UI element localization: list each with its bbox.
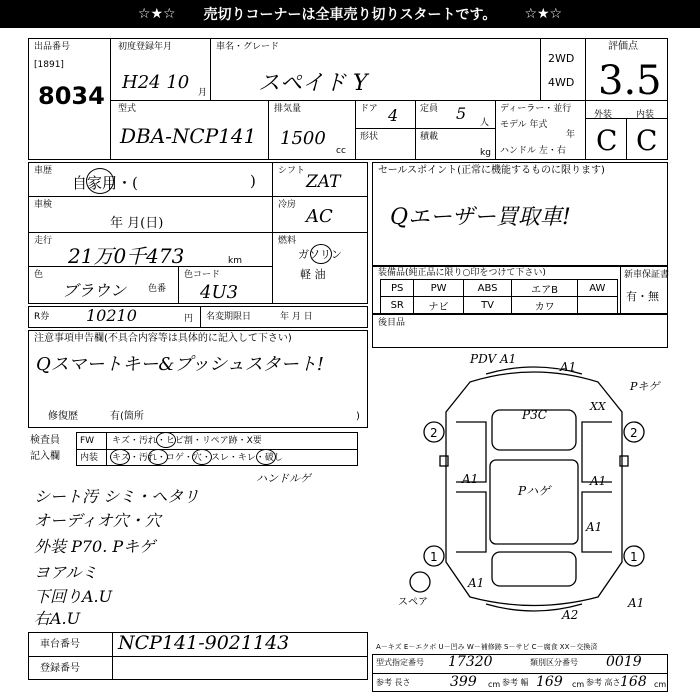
mark-circle-d	[192, 449, 212, 465]
recycle-value: 10210	[86, 306, 137, 325]
mark-circle-b	[110, 449, 130, 465]
mileage-unit: km	[228, 256, 242, 266]
equip-tv: TV	[463, 297, 512, 314]
shift-label: シフト	[278, 166, 306, 176]
banner-stars-left: ☆★☆	[137, 6, 176, 22]
inspector-label1: 検査員	[30, 435, 60, 446]
exterior-label: 外装	[594, 110, 613, 120]
capacity-label: 定員	[420, 104, 439, 114]
title-label: 名変期限日	[206, 312, 252, 322]
chassis-label: 車台番号	[40, 639, 80, 650]
inspection-label: 車検	[34, 200, 53, 210]
diagram-mark-12: 1	[430, 550, 438, 564]
equip-ps: PS	[381, 280, 414, 297]
color-label: 色	[34, 270, 44, 280]
class-value: 0019	[606, 654, 642, 670]
dealer-label: ディーラー・並行	[500, 104, 572, 114]
diagram-mark-10: A1	[590, 474, 607, 488]
ac-value: AC	[306, 206, 333, 227]
inspection-value: 年 月(日)	[110, 216, 164, 231]
diagram-mark-6: 2	[630, 426, 638, 440]
lot-sub: [1891]	[34, 60, 64, 70]
drive-4wd: 4WD	[548, 76, 575, 89]
diagram-mark-4: XX	[590, 400, 606, 413]
diagram-legend: A－キズ E－エクボ U－凹み W－補修跡 S－サビ C－腐食 XX－交換済	[376, 643, 598, 651]
mark-circle-c	[148, 449, 168, 465]
repair-close: )	[356, 411, 360, 422]
handle-note: ハンドルゲ	[256, 472, 311, 485]
sales-point-label: セールスポイント(正常に機能するものに限ります)	[378, 165, 605, 176]
model-value: DBA-NCP141	[120, 124, 257, 148]
lot-number: 8034	[38, 82, 105, 110]
fuel-label: 燃料	[278, 236, 297, 246]
rear-box	[372, 314, 668, 348]
doors-label: ドア	[360, 104, 378, 114]
grade-label: 評価点	[608, 41, 638, 52]
color-no-label: 色番	[148, 284, 167, 294]
mileage-value: 21万0千473	[68, 244, 185, 268]
fuel-diesel: 軽 油	[300, 268, 326, 281]
notes-box	[28, 330, 368, 428]
rear-seat-label: 後目品	[378, 318, 406, 328]
lot-label: 出品番号	[34, 42, 71, 52]
capacity-unit: 人	[480, 118, 490, 128]
history-label: 車歴	[34, 166, 53, 176]
doors-value: 4	[388, 106, 399, 125]
drive-2wd: 2WD	[548, 52, 575, 65]
width-value: 169	[536, 674, 563, 690]
load-unit: kg	[480, 148, 491, 158]
displacement-label: 排気量	[274, 104, 302, 114]
diagram-mark-14: A1	[468, 576, 485, 590]
plate-label: 登録番号	[40, 663, 80, 674]
inspector-line-4: ヨアルミ	[34, 563, 98, 582]
inspector-line-6: 右A.U	[34, 609, 81, 628]
capacity-value: 5	[456, 104, 467, 123]
inspector-row2-label: 内装	[80, 453, 99, 463]
color-value: ブラウン	[62, 281, 127, 300]
equip-leather: カワ	[512, 297, 577, 314]
diagram-mark-13: 1	[630, 550, 638, 564]
equip-aw: AW	[577, 280, 617, 297]
type-cert-value: 17320	[448, 654, 493, 670]
exterior-value: C	[596, 124, 618, 157]
history-value: 自家用・(	[72, 174, 138, 192]
fuel-circle	[310, 244, 332, 264]
first-reg-unit: 月	[198, 88, 208, 98]
equip-navi: ナビ	[414, 297, 463, 314]
equipment-label: 装備品(純正品に限り○印をつけて下さい)	[378, 268, 546, 278]
interior-label: 内装	[636, 110, 655, 120]
diagram-mark-3: Pキゲ	[630, 380, 660, 393]
diagram-mark-16: A1	[628, 596, 645, 610]
inspector-line-3: 外装 P70. Pキゲ	[34, 537, 156, 556]
first-reg-value: H24 10	[122, 72, 190, 93]
length-unit: cm	[488, 680, 501, 689]
height-value: 168	[620, 674, 647, 690]
shift-value: ZAT	[306, 172, 341, 192]
notes-label: 注意事項申告欄(不具合内容等は具体的に記入して下さい)	[34, 333, 292, 344]
warranty-value: 有・無	[626, 290, 659, 303]
mileage-label: 走行	[34, 236, 53, 246]
equip-airbag: エアB	[512, 280, 577, 297]
class-label: 類別区分番号	[530, 658, 578, 667]
diagram-mark-8: A1	[462, 472, 479, 486]
warranty-label: 新車保証書	[624, 270, 670, 280]
inspector-row2-items: キズ・汚れ・コゲ・穴・スレ・キレ・破し	[112, 453, 283, 463]
sales-point-value: Qエーザー買取車!	[390, 205, 571, 230]
recycle-box	[28, 306, 368, 328]
spare-label: スペア	[398, 597, 428, 608]
title-value: 年 月 日	[280, 312, 313, 322]
fuel-gasoline: ガソリン	[298, 248, 342, 261]
repair-label: 修復歴	[48, 411, 78, 422]
recycle-label: R券	[34, 312, 50, 322]
diagram-mark-1: PDV A1	[470, 352, 517, 366]
displacement-unit: cc	[336, 146, 346, 156]
shape-label: 形状	[360, 132, 379, 142]
width-unit: cm	[572, 680, 585, 689]
ac-label: 冷房	[278, 200, 297, 210]
color-code-label: 色コード	[184, 270, 221, 280]
first-reg-label: 初度登録年月	[118, 42, 173, 52]
top-banner	[0, 0, 700, 28]
inspector-line-1: シート汚 シミ・ヘタリ	[34, 487, 200, 506]
interior-value: C	[636, 124, 658, 157]
height-unit: cm	[654, 680, 667, 689]
mark-circle-e	[256, 449, 276, 465]
diagram-mark-7: P3C	[522, 408, 547, 422]
car-name-value: スペイド Y	[258, 71, 368, 96]
length-value: 399	[450, 674, 477, 690]
inspector-row1-label: FW	[80, 436, 95, 446]
model-year-unit: 年	[566, 130, 576, 140]
repair-value: 有(箇所	[110, 411, 144, 422]
length-label: 参考 長さ	[376, 678, 411, 687]
displacement-value: 1500	[280, 128, 326, 149]
diagram-mark-2: A1	[560, 360, 577, 374]
load-label: 積載	[420, 132, 439, 142]
equip-sr: SR	[381, 297, 414, 314]
car-name-label: 車名・グレード	[216, 42, 280, 52]
inspector-row1-items: キズ・汚れ・ヒビ割・リペア跡・X要	[112, 436, 262, 446]
model-year-label: モデル 年式	[500, 120, 548, 130]
equip-pw: PW	[414, 280, 463, 297]
mark-circle-a	[156, 432, 176, 448]
diagram-mark-11: A1	[586, 520, 603, 534]
equipment-table	[380, 279, 618, 314]
notes-value: Qスマートキー&プッシュスタート!	[36, 354, 325, 375]
inspector-line-2: オーディオ穴・穴	[34, 511, 161, 530]
banner-stars-right: ☆★☆	[524, 6, 563, 22]
inspector-label2: 記入欄	[30, 451, 60, 462]
diagram-mark-9: Pハゲ	[518, 484, 551, 498]
inspector-line-5: 下回りA.U	[34, 587, 113, 606]
grade-value: 3.5	[598, 58, 662, 104]
model-label: 型式	[118, 104, 137, 114]
type-cert-label: 型式指定番号	[376, 658, 424, 667]
width-label: 参考 幅	[502, 678, 529, 687]
history-circle	[86, 168, 114, 194]
color-code-value: 4U3	[200, 282, 239, 303]
chassis-value: NCP141-9021143	[118, 632, 290, 654]
equip-abs: ABS	[463, 280, 512, 297]
diagram-mark-5: 2	[430, 426, 438, 440]
recycle-unit: 円	[184, 314, 194, 324]
banner-text: 売切りコーナーは全車売り切りスタートです。	[203, 7, 497, 23]
height-label: 参考 高さ	[586, 678, 621, 687]
handle-label: ハンドル 左・右	[500, 146, 566, 156]
history-close: )	[250, 172, 256, 190]
diagram-mark-15: A2	[562, 608, 579, 622]
